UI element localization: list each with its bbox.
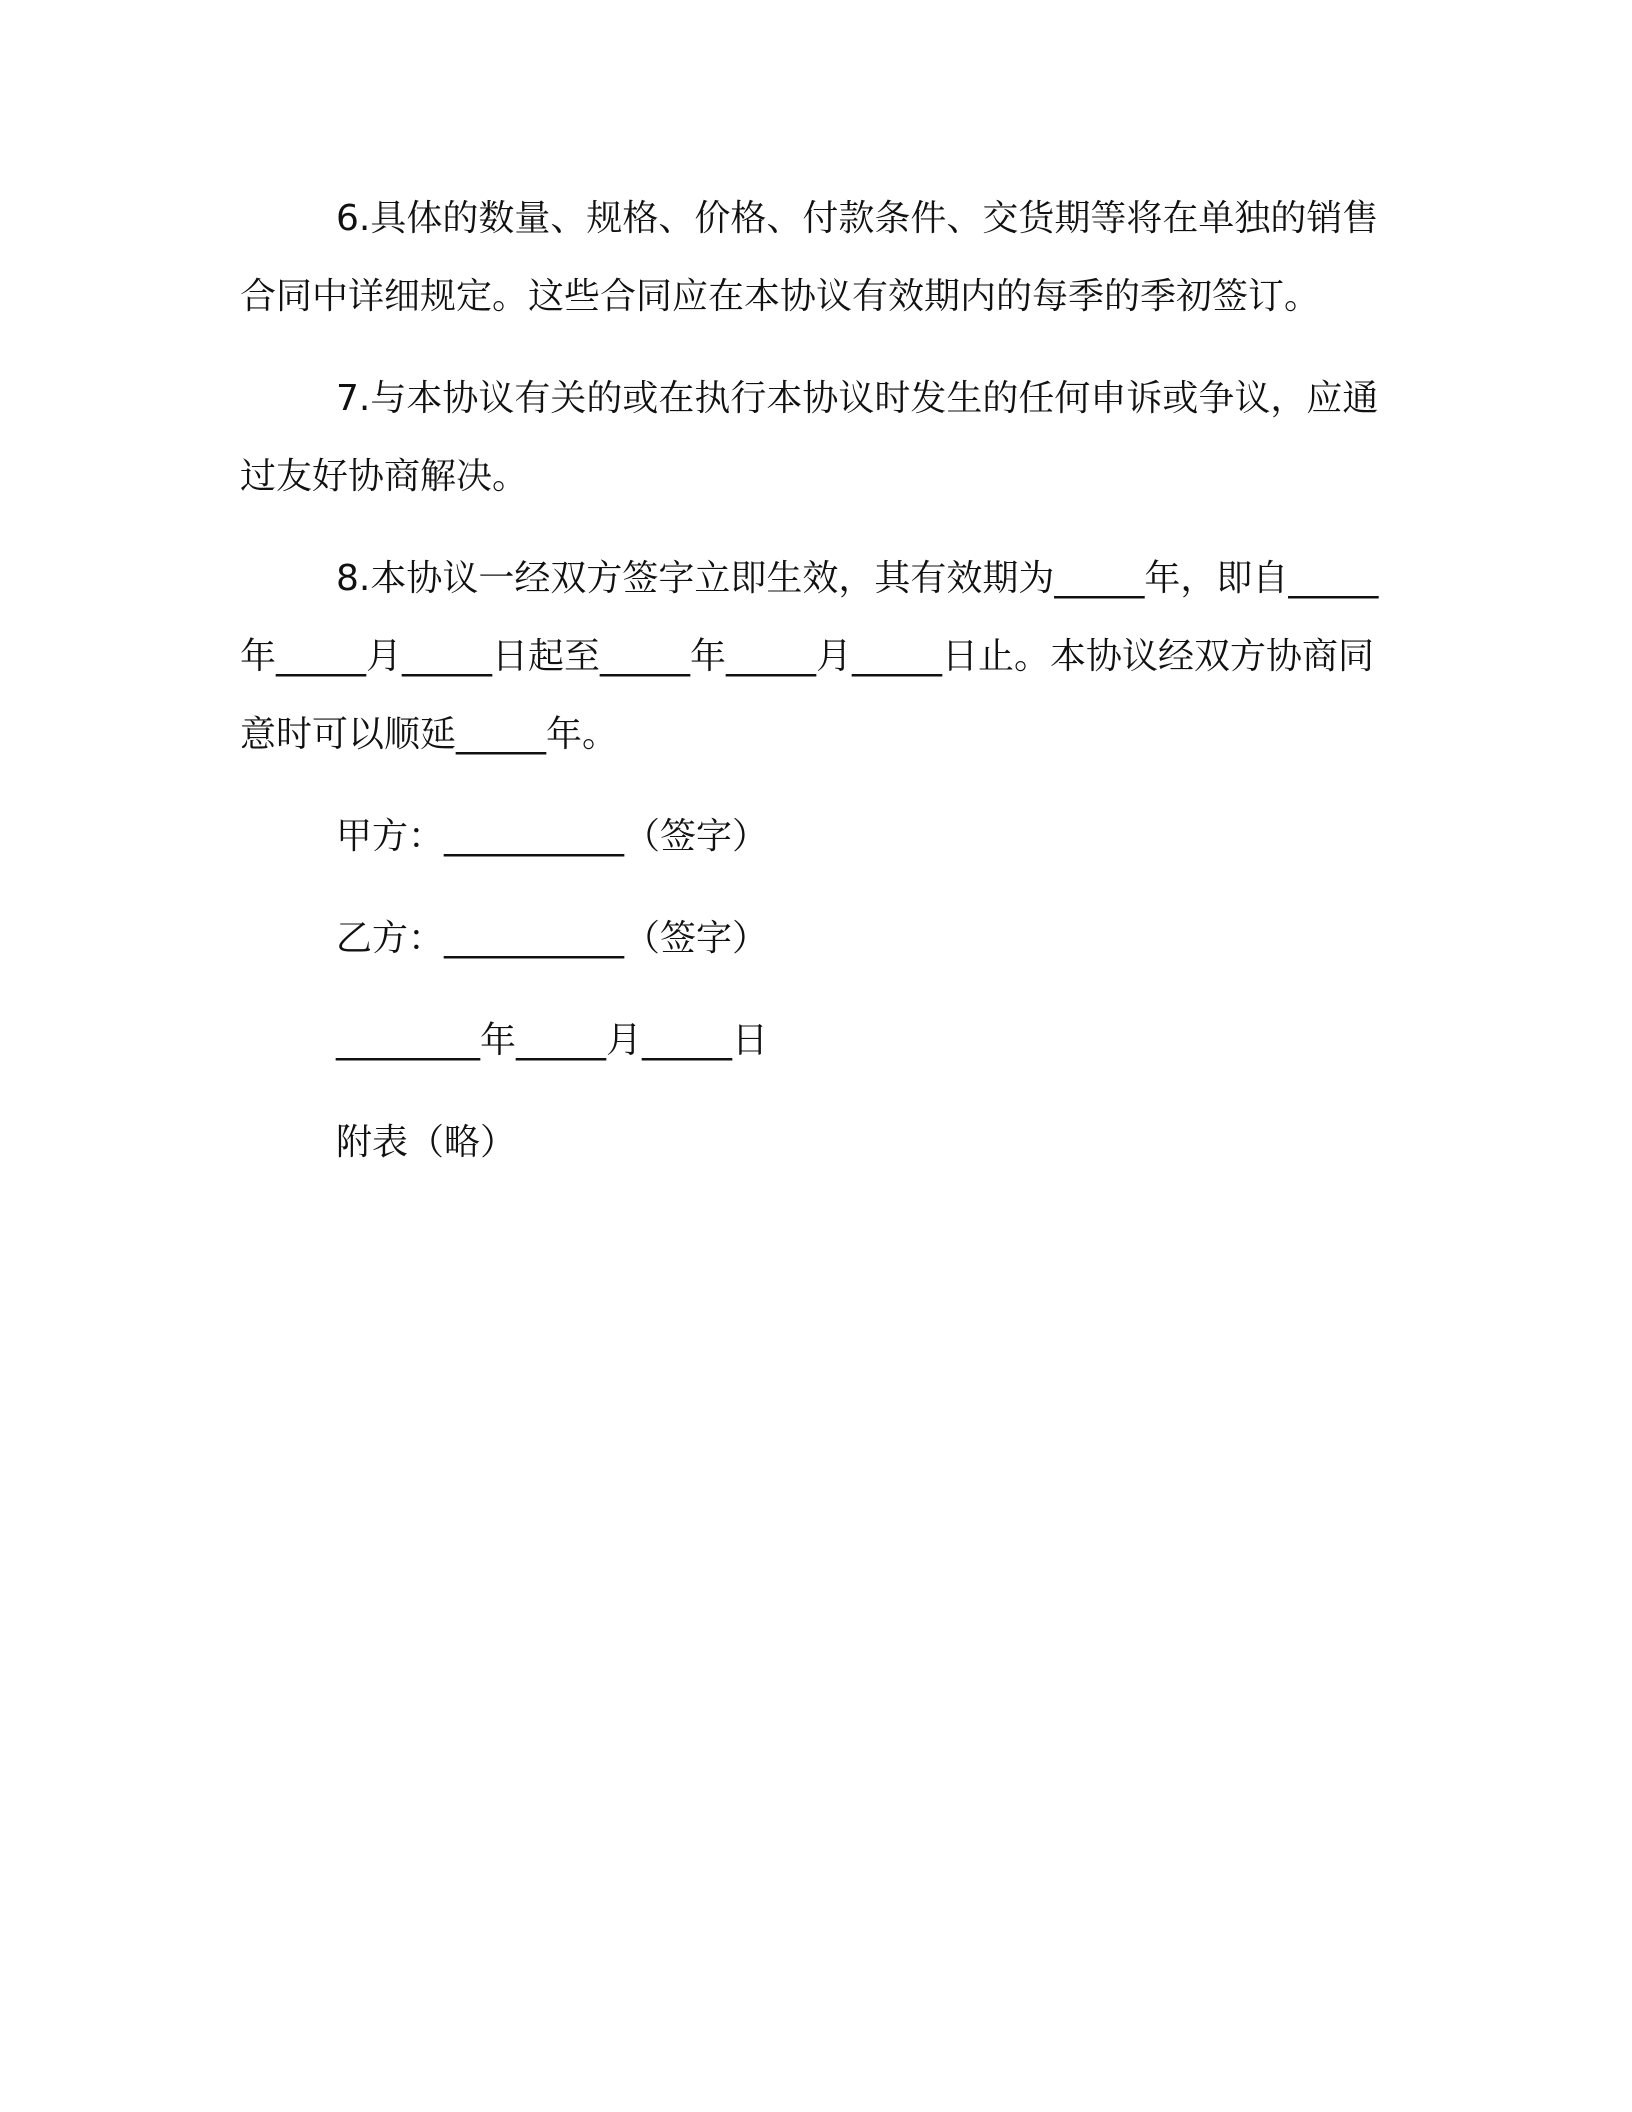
document-body [240,180,1380,1206]
attachment-note: 附表（略） [336,1122,517,1163]
clause-8: 8.本协议一经双方签字立即生效，其有效期为_____年，即自_____年_____月_____日起至_____年_____月_____日止。本协议经双方协商同意时可以顺延_____年。 [240,558,1379,755]
clause-6: 6.具体的数量、规格、价格、付款条件、交货期等将在单独的销售合同中详细规定。这些合同应在本协议有效期内的每季的季初签订。 [240,198,1379,317]
signature-date-line: ________年_____月_____日 [336,1020,768,1061]
clause-7: 7.与本协议有关的或在执行本协议时发生的任何申诉或争议，应通过友好协商解决。 [240,378,1379,497]
party-a-signature-line: 甲方：__________（签字） [336,816,769,857]
party-b-signature-line: 乙方：__________（签字） [336,918,769,959]
